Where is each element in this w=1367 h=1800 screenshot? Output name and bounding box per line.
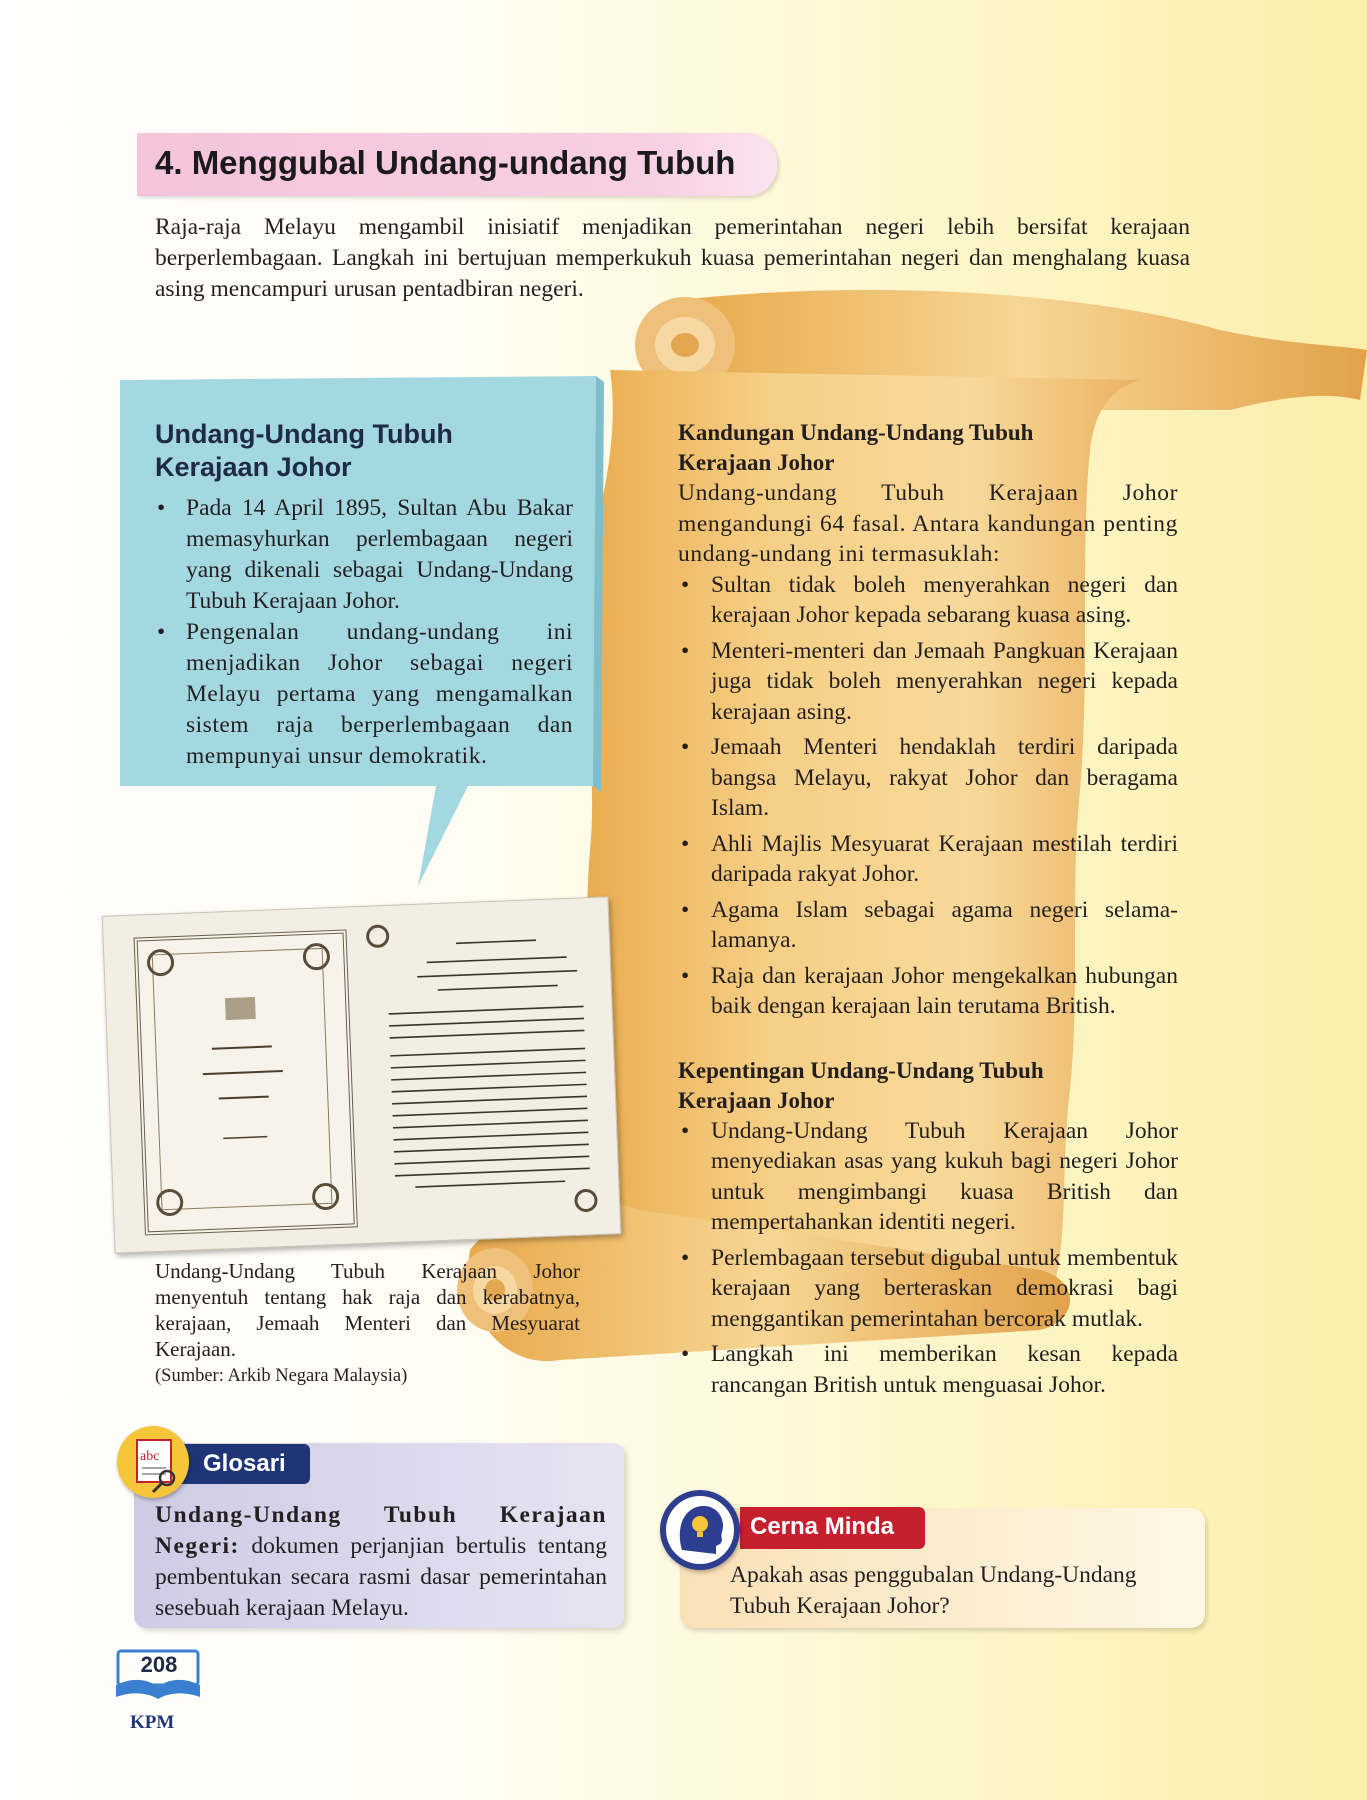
list-item: • Pada 14 April 1895, Sultan Abu Bakar memasyhurkan perlembagaan negeri yang dikenali sebagai Undang-Undang Tubuh Kerajaan Johor. <box>153 493 573 617</box>
cerna-minda-label: Cerna Minda <box>750 1513 895 1540</box>
photo-caption: Undang-Undang Tubuh Kerajaan Johor menyentuh tentang hak raja dan kerabatnya, kerajaan, Jemaah Menteri dan Mesyuarat Kerajaan. <box>155 1259 580 1361</box>
info-box-title <box>155 418 575 484</box>
list-item: • Raja dan kerajaan Johor mengekalkan hubungan baik dengan kerajaan lain terutama British. <box>678 961 1178 1022</box>
thinking-head-icon <box>660 1490 740 1570</box>
glossary-icon-text: abc <box>140 1449 160 1464</box>
glosari-definition: dokumen perjanjian bertulis tentang pembentukan secara rasmi dasar pemerintahan sesebuah kerajaan Melayu. <box>155 1533 607 1621</box>
list-item: • Jemaah Menteri hendaklah terdiri daripada bangsa Melayu, rakyat Johor dan beragama Islam. <box>678 732 1178 824</box>
list-item: • Menteri-menteri dan Jemaah Pangkuan Kerajaan juga tidak boleh menyerahkan negeri kepada kerajaan asing. <box>678 636 1178 728</box>
section-title-banner <box>137 133 777 196</box>
scroll-content <box>678 418 1178 1405</box>
document-photo <box>102 896 622 1253</box>
publisher-label: KPM <box>130 1712 175 1733</box>
importance-heading-line2: Kerajaan Johor <box>678 1087 835 1113</box>
glosari-term: Undang-Undang Tubuh Kerajaan Negeri: <box>155 1502 607 1559</box>
content-intro: Undang-undang Tubuh Kerajaan Johor mengandungi 64 fasal. Antara kandungan penting undang-undang ini termasuklah: <box>678 480 1178 567</box>
list-item: • Ahli Majlis Mesyuarat Kerajaan mestilah terdiri daripada rakyat Johor. <box>678 829 1178 890</box>
page-number: 208 <box>140 1652 178 1677</box>
list-item: • Sultan tidak boleh menyerahkan negeri dan kerajaan Johor kepada sebarang kuasa asing. <box>678 570 1178 631</box>
photo-source: (Sumber: Arkib Negara Malaysia) <box>155 1366 408 1386</box>
info-box-list <box>153 493 573 772</box>
list-item: • Perlembagaan tersebut digubal untuk membentuk kerajaan yang berteraskan demokrasi bagi menggantikan pemerintahan bercorak mutlak. <box>678 1243 1178 1335</box>
list-item: • Langkah ini memberikan kesan kepada rancangan British untuk menguasai Johor. <box>678 1339 1178 1400</box>
jawi-script-lines-icon <box>365 908 602 1226</box>
cover-ornament-icon <box>138 934 354 1232</box>
intro-paragraph: Raja-raja Melayu mengambil inisiatif menjadikan pemerintahan negeri lebih bersifat kerajaan berperlembagaan. Langkah ini bertujuan memperkukuh kuasa pemerintahan negeri dan menghalang kuasa asing mencampuri urusan pentadbiran negeri. <box>155 214 1190 302</box>
document-text-page <box>365 908 602 1226</box>
glossary-book-icon <box>117 1426 189 1498</box>
content-heading-line2: Kerajaan Johor <box>678 450 835 475</box>
content-heading-line1: Kandungan Undang-Undang Tubuh <box>678 420 1034 445</box>
glosari-entry <box>155 1500 607 1624</box>
cerna-minda-tab <box>740 1507 925 1549</box>
glosari-tab <box>175 1444 310 1484</box>
list-item: • Pengenalan undang-undang ini menjadikan Johor sebagai negeri Melayu pertama yang mengamalkan sistem raja berperlembagaan dan mempunyai unsur demokratik. <box>153 617 573 772</box>
info-box-title-line1: Undang-Undang Tubuh <box>155 419 453 449</box>
importance-list <box>678 1116 1178 1401</box>
section-title: 4. Menggubal Undang-undang Tubuh <box>155 144 736 181</box>
importance-heading-line1: Kepentingan Undang-Undang Tubuh <box>678 1057 1044 1083</box>
info-box-title-line2: Kerajaan Johor <box>155 452 352 482</box>
glosari-label: Glosari <box>203 1450 286 1477</box>
list-item: • Agama Islam sebagai agama negeri selama-lamanya. <box>678 895 1178 956</box>
document-cover-page <box>134 929 358 1235</box>
list-item: • Undang-Undang Tubuh Kerajaan Johor menyediakan asas yang kukuh bagi negeri Johor untuk mengimbangi kuasa British dan mempertahankan identiti negeri. <box>678 1116 1178 1238</box>
content-list <box>678 570 1178 1022</box>
cerna-minda-question: Apakah asas penggubalan Undang-Undang Tubuh Kerajaan Johor? <box>730 1562 1137 1619</box>
